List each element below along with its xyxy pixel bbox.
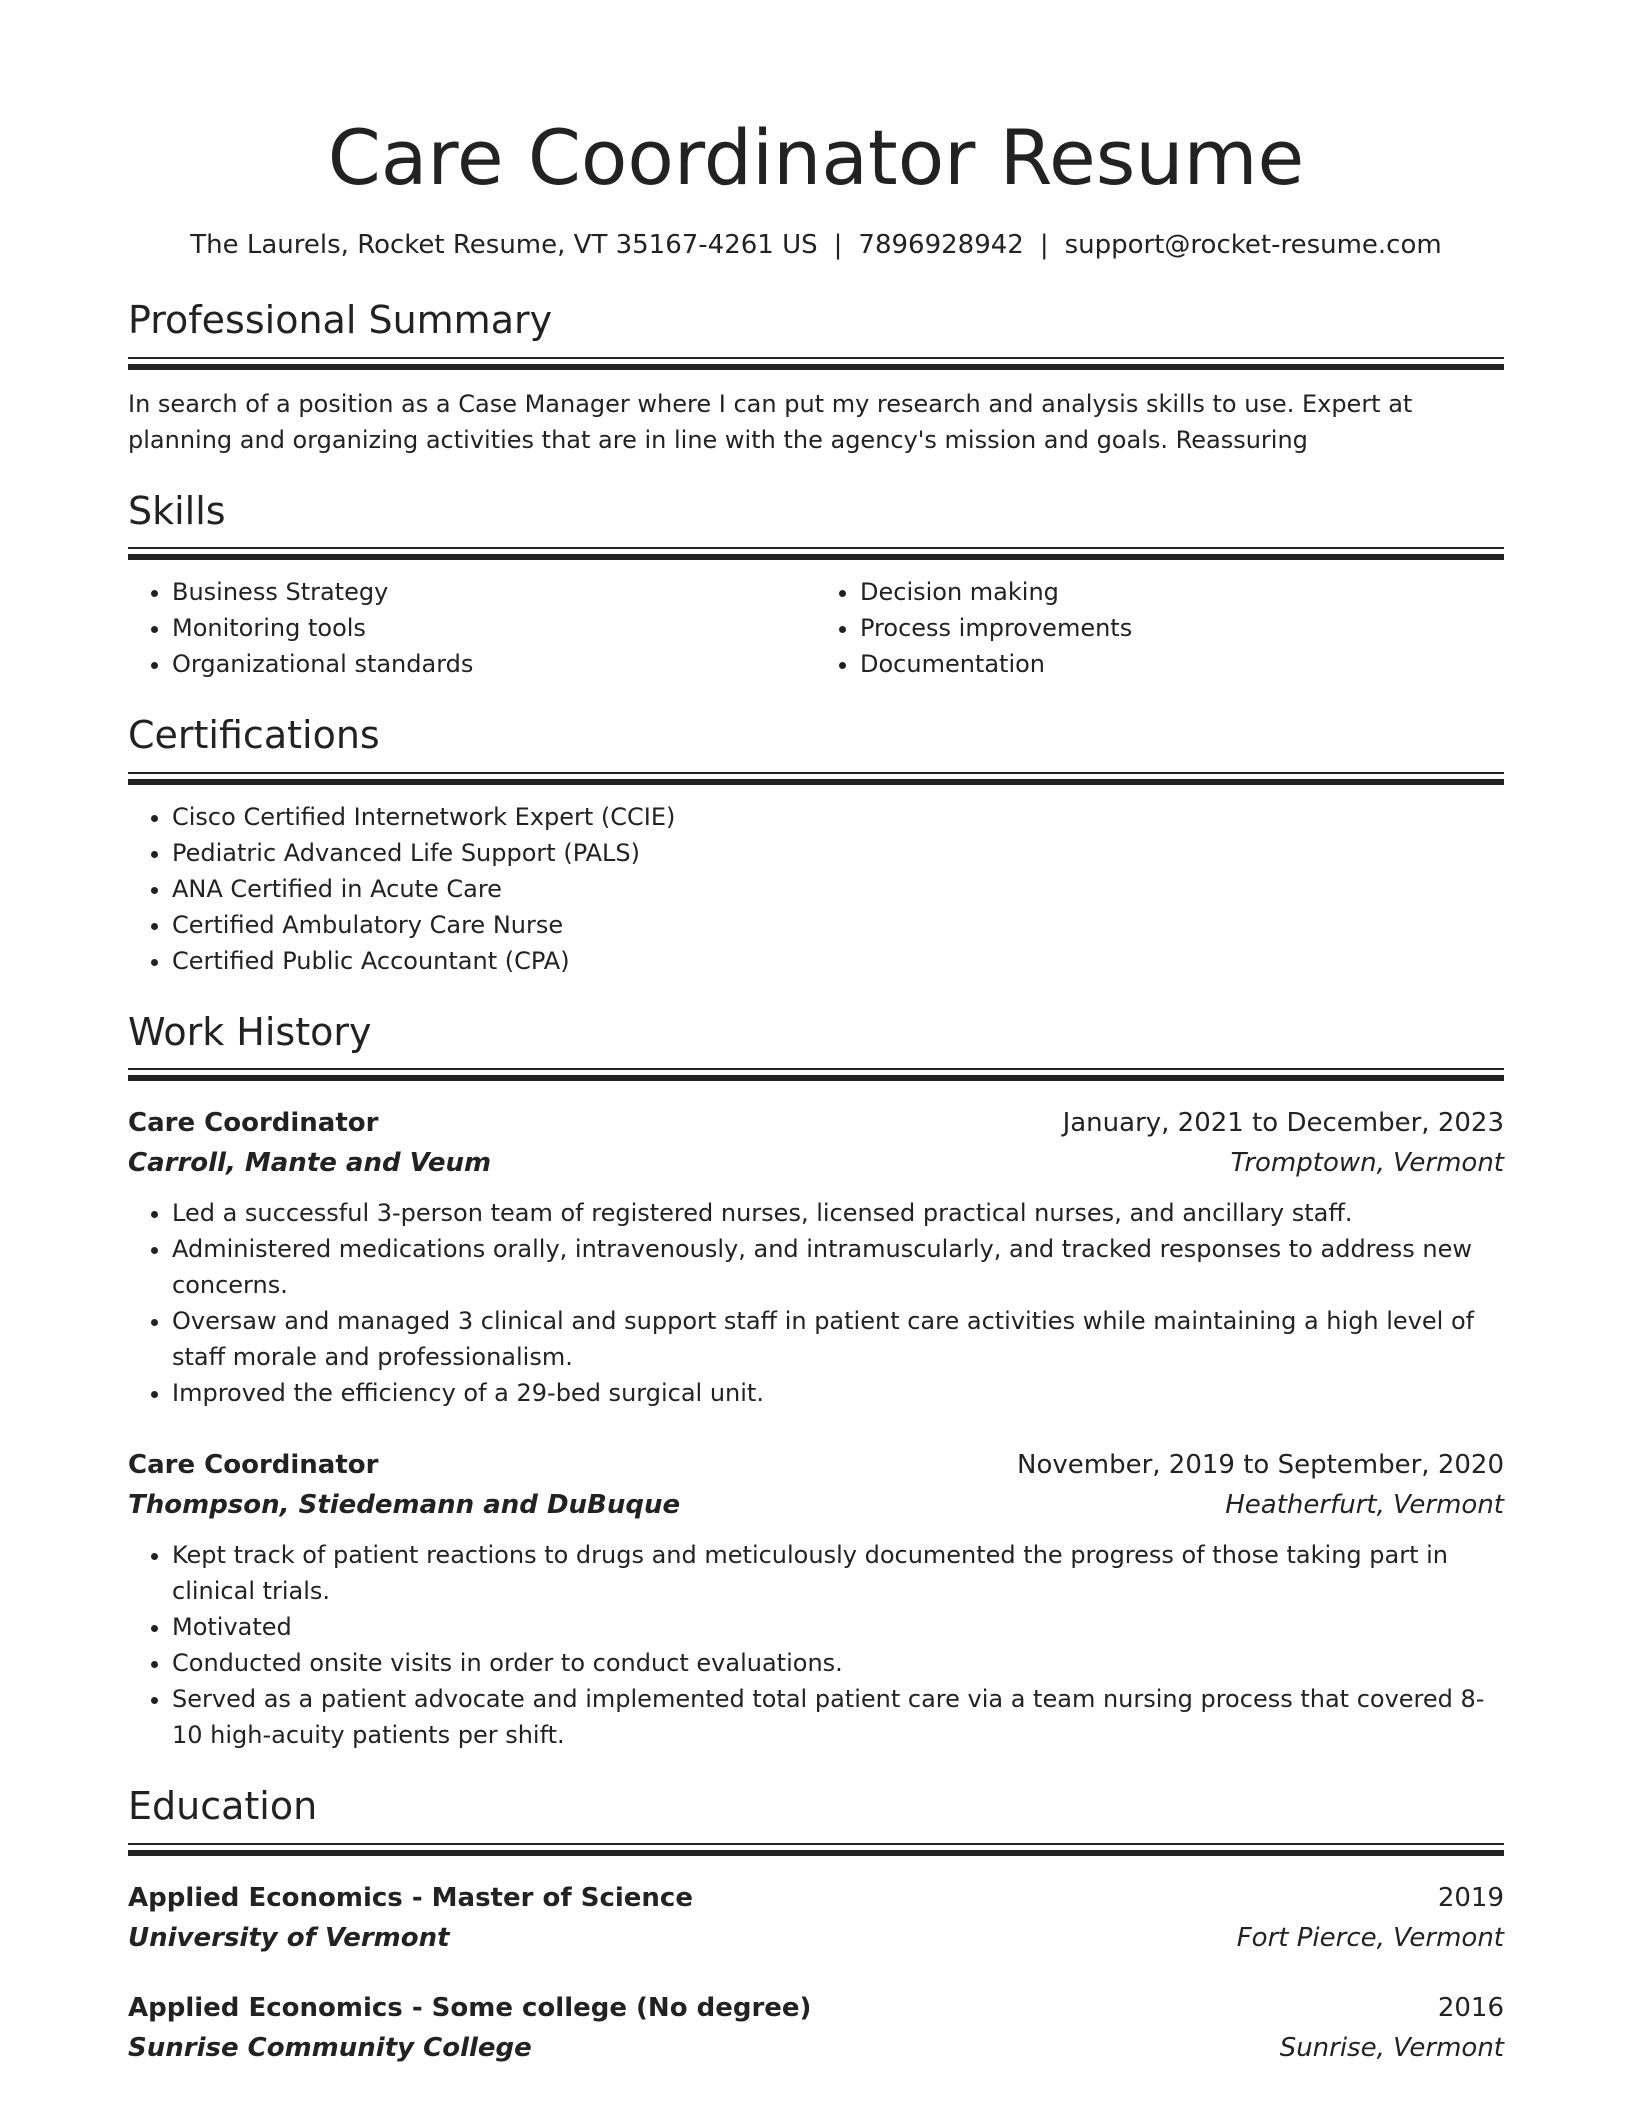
section-divider [128,547,1504,549]
education-location: Sunrise, Vermont [1279,2032,1504,2063]
certification-item: • Certified Public Accountant (CPA) [172,943,1504,979]
section-title-certifications: Certifications [128,713,380,758]
contact-separator: | [1039,230,1049,260]
skill-item: • Decision making [860,574,1504,610]
education-entry [128,1988,1504,2068]
work-history-section [128,1009,1504,1754]
job-bullet: • Conducted onsite visits in order to conduct evaluations. [172,1645,1504,1681]
contact-phone: 7896928942 [858,230,1024,260]
job-entry [128,1445,1504,1753]
job-bullet: • Served as a patient advocate and implemented total patient care via a team nursing process that covered 8-10 high-acuity patients per shift. [172,1681,1504,1753]
section-divider [128,1068,1504,1070]
job-title: Care Coordinator [128,1450,379,1481]
skills-section [128,488,1504,683]
skills-list-right [816,574,1504,682]
certifications-section [128,712,1504,979]
job-bullet: • Oversaw and managed 3 clinical and support staff in patient care activities while maintaining a high level of staff morale and professionalism. [172,1303,1504,1375]
contact-email: support@rocket-resume.com [1064,230,1442,260]
section-title-work-history: Work History [128,1009,372,1054]
education-school: Sunrise Community College [128,2032,532,2063]
section-title-education: Education [128,1784,318,1829]
section-divider-thick [128,364,1504,370]
certification-item: • ANA Certified in Acute Care [172,871,1504,907]
section-divider-thick [128,554,1504,560]
education-school-row [128,2028,1504,2068]
summary-text: In search of a position as a Case Manager where I can put my research and analysis skills to use. Expert at planning and organizing activities that are in line with the agency's mission and goals. Reassuring [128,389,1413,454]
education-header-row [128,1988,1504,2028]
certifications-list [128,799,1504,979]
job-company: Thompson, Stiedemann and DuBuque [128,1490,681,1521]
summary-section [128,297,1504,458]
skill-item: • Monitoring tools [172,610,816,646]
section-title-skills: Skills [128,488,226,533]
job-company: Carroll, Mante and Veum [128,1148,492,1179]
education-school-row [128,1918,1504,1958]
skill-item: • Process improvements [860,610,1504,646]
certification-item: • Pediatric Advanced Life Support (PALS) [172,835,1504,871]
education-location: Fort Pierce, Vermont [1236,1922,1504,1953]
skill-item: • Organizational standards [172,646,816,682]
contact-separator: | [833,230,843,260]
skill-item: • Documentation [860,646,1504,682]
education-header-row [128,1878,1504,1918]
job-header-row [128,1445,1504,1485]
section-divider [128,1843,1504,1845]
job-entry [128,1103,1504,1411]
education-school: University of Vermont [128,1922,450,1953]
skill-item: • Business Strategy [172,574,816,610]
resume-title: Care Coordinator Resume [327,113,1305,202]
job-location: Tromptown, Vermont [1230,1148,1504,1179]
job-bullet: • Improved the efficiency of a 29-bed surgical unit. [172,1375,1504,1411]
certification-item: • Cisco Certified Internetwork Expert (CCIE) [172,799,1504,835]
job-bullets [128,1195,1504,1411]
education-degree: Applied Economics - Some college (No degree) [128,1992,812,2023]
skills-list-left [128,574,816,682]
job-bullet: • Administered medications orally, intravenously, and intramuscularly, and tracked responses to address new concerns. [172,1231,1504,1303]
job-header-row [128,1103,1504,1143]
education-entry [128,1878,1504,1958]
certification-item: • Certified Ambulatory Care Nurse [172,907,1504,943]
skills-grid [128,574,1504,682]
job-dates: November, 2019 to September, 2020 [1017,1450,1504,1481]
job-bullet: • Motivated [172,1609,1504,1645]
section-divider [128,357,1504,359]
education-section [128,1783,1504,2068]
section-divider-thick [128,1075,1504,1081]
section-divider-thick [128,1850,1504,1856]
job-bullets [128,1537,1504,1753]
job-bullet: • Led a successful 3-person team of registered nurses, licensed practical nurses, and ancillary staff. [172,1195,1504,1231]
contact-line [128,230,1504,261]
job-location: Heatherfurt, Vermont [1225,1490,1504,1521]
job-dates: January, 2021 to December, 2023 [1062,1108,1504,1139]
job-title: Care Coordinator [128,1108,379,1139]
job-company-row [128,1485,1504,1525]
job-bullet: • Kept track of patient reactions to drugs and meticulously documented the progress of those taking part in clinical trials. [172,1537,1504,1609]
education-degree: Applied Economics - Master of Science [128,1882,693,1913]
education-year: 2019 [1437,1882,1504,1913]
education-year: 2016 [1437,1992,1504,2023]
section-title-summary: Professional Summary [128,298,553,343]
job-company-row [128,1143,1504,1183]
section-divider-thick [128,779,1504,785]
section-divider [128,772,1504,774]
contact-address: The Laurels, Rocket Resume, VT 35167-4261 US [190,230,818,260]
